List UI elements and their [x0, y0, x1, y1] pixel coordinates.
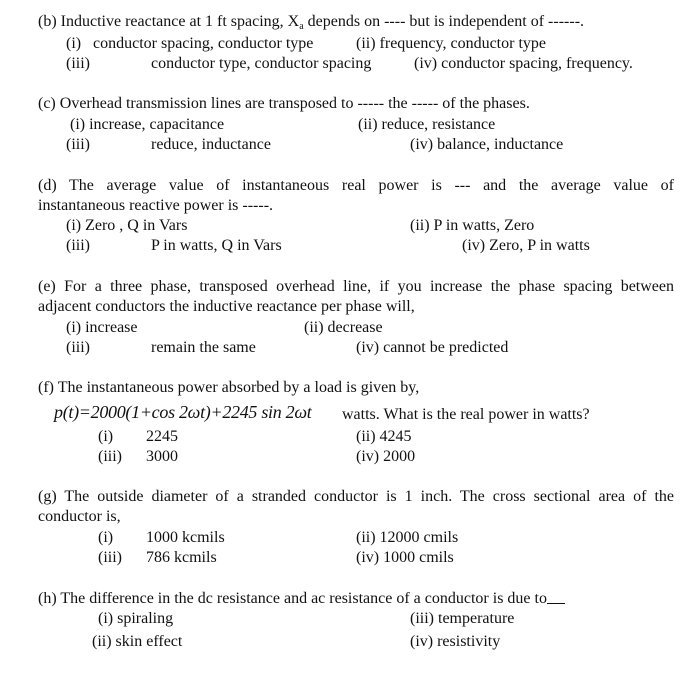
question-b-option-3-num: (iii): [66, 55, 90, 72]
question-f-stem: (f) The instantaneous power absorbed by a load is given by,: [38, 379, 420, 396]
question-f-option-3: 3000: [146, 448, 178, 465]
question-f-equation: p(t)=2000(1+cos 2ωt)+2245 sin 2ωt: [54, 402, 312, 422]
question-g-option-1: 1000 kcmils: [146, 529, 225, 546]
question-g-option-1-num: (i): [98, 529, 114, 546]
question-c-stem: (c) Overhead transmission lines are transposed to ----- the ----- of the phases.: [38, 95, 530, 112]
question-b-option-1-num: (i): [66, 35, 82, 52]
question-f-option-1: 2245: [146, 428, 178, 445]
question-g-stem-line-2: conductor is,: [38, 508, 121, 525]
question-c-option-2: (ii) reduce, resistance: [358, 116, 496, 133]
question-c-option-3-num: (iii): [66, 136, 90, 153]
question-c-option-3: reduce, inductance: [151, 136, 271, 153]
question-d-option-1: (i) Zero , Q in Vars: [66, 217, 188, 234]
question-f-option-1-num: (i): [98, 428, 114, 445]
question-h-option-1: (i) spiraling: [98, 610, 174, 627]
question-b-option-4: (iv) conductor spacing, frequency.: [414, 55, 633, 72]
question-b-option-3: conductor type, conductor spacing: [151, 55, 372, 72]
question-g-option-4: (iv) 1000 cmils: [356, 549, 454, 566]
question-h-answer-blank: [547, 589, 565, 604]
question-e-option-3-num: (iii): [66, 339, 90, 356]
question-e-option-4: (iv) cannot be predicted: [356, 339, 509, 356]
question-c-option-4: (iv) balance, inductance: [410, 136, 564, 153]
question-d-stem-line-2: instantaneous reactive power is -----.: [38, 197, 274, 214]
question-b-option-1: conductor spacing, conductor type: [93, 35, 314, 52]
question-g-option-3: 786 kcmils: [146, 549, 217, 566]
question-f-option-2: (ii) 4245: [356, 428, 412, 445]
question-h-option-4: (iv) resistivity: [410, 633, 501, 650]
question-d-option-3: P in watts, Q in Vars: [151, 237, 282, 254]
question-d-option-4: (iv) Zero, P in watts: [462, 237, 590, 254]
question-d-option-3-num: (iii): [66, 237, 90, 254]
question-f-equation-tail: watts. What is the real power in watts?: [342, 406, 590, 423]
question-f-option-3-num: (iii): [98, 448, 122, 465]
question-b-subscript: a: [299, 21, 304, 32]
question-e-stem-line-2: adjacent conductors the inductive reactance per phase will,: [38, 298, 415, 315]
question-b-stem-tail: depends on ---- but is independent of ------.: [303, 13, 585, 30]
question-e-option-1: (i) increase: [66, 319, 138, 336]
question-e-option-3: remain the same: [151, 339, 256, 356]
question-c-option-1: (i) increase, capacitance: [70, 116, 225, 133]
question-h-stem: [38, 589, 565, 609]
question-h-option-2: (iii) temperature: [410, 610, 515, 627]
question-g-stem-line-1: (g) The outside diameter of a stranded conductor is 1 inch. The cross sectional area of the: [38, 488, 674, 505]
question-b-stem-text: (b) Inductive reactance at 1 ft spacing, X: [38, 13, 300, 30]
question-d-option-2: (ii) P in watts, Zero: [410, 217, 535, 234]
question-g-option-2: (ii) 12000 cmils: [356, 529, 459, 546]
question-h-stem-text: (h) The difference in the dc resistance and ac resistance of a conductor is due to: [38, 590, 547, 607]
question-e-option-2: (ii) decrease: [304, 319, 383, 336]
question-h-option-3: (ii) skin effect: [92, 633, 183, 650]
question-e-stem-line-1: (e) For a three phase, transposed overhead line, if you increase the phase spacing between: [38, 278, 674, 295]
question-g-option-3-num: (iii): [98, 549, 122, 566]
question-b-option-2: (ii) frequency, conductor type: [356, 35, 546, 52]
question-d-stem-line-1: (d) The average value of instantaneous real power is --- and the average value of: [38, 177, 674, 194]
question-f-option-4: (iv) 2000: [356, 448, 416, 465]
